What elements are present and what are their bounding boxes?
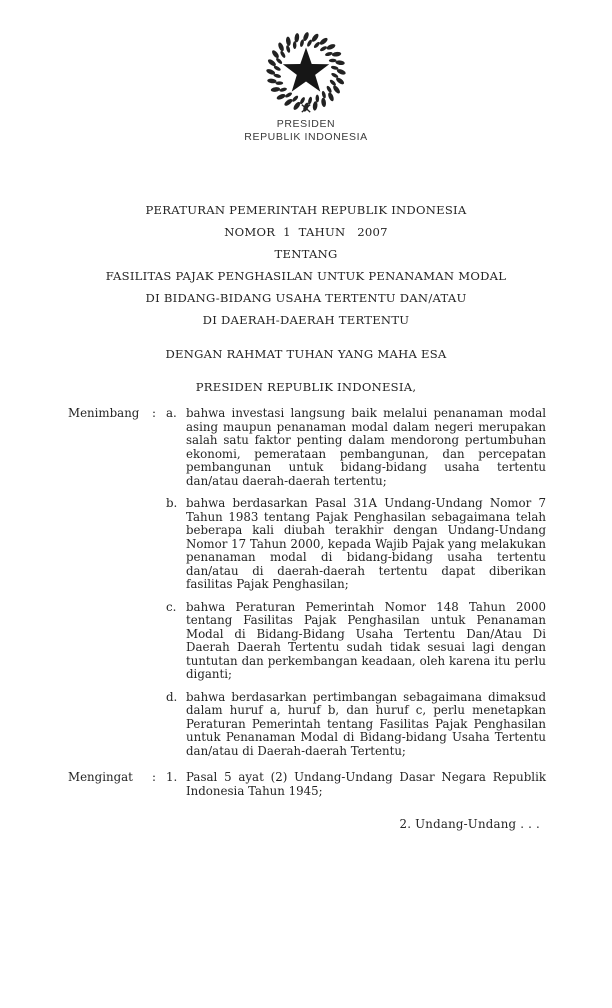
recalling-label: Mengingat [68,770,133,784]
item-text: bahwa berdasarkan Pasal 31A Undang-Undang Nomor 7 Tahun 1983 tentang Pajak Penghasilan sebagaimana telah beberapa kali diubah terakhir dengan Undang-Undang Nomor 17 Tahun 2000, kepada Wajib Pajak yang melakukan penanaman modal di bidang-bidang usaha tertentu dan/atau di daerah-daerah tertentu dapat diberikan fasilitas Pajak Penghasilan; [186,496,546,591]
document-header [0,28,612,144]
authority-line: PRESIDEN REPUBLIK INDONESIA, [195,380,417,394]
considering-section [68,407,546,758]
page-catchword: 2. Undang-Undang . . . [399,817,540,831]
item-text: bahwa berdasarkan pertimbangan sebagaimana dimaksud dalam huruf a, huruf b, dan huruf c, perlu menetapkan Peraturan Pemerintah tentang Fasilitas Pajak Penghasilan untuk Penanaman Modal di Bidang-bidang Usaha Tertentu dan/atau di Daerah-daerah Tertentu; [186,689,546,758]
considering-item-d [166,691,546,759]
item-text: Pasal 5 ayat (2) Undang-Undang Dasar Negara Republik Indonesia Tahun 1945; [186,770,546,798]
title-line-tentang: TENTANG [274,247,338,261]
title-line-regulation-type: PERATURAN PEMERINTAH REPUBLIK INDONESIA [145,203,467,217]
considering-colon: : [152,406,156,420]
item-text: bahwa investasi langsung baik melalui penanaman modal asing maupun penanaman modal dalam negeri merupakan salah satu faktor penting dalam mendorong pertumbuhan ekonomi, pemerataan pembangunan, dan percepatan pembangunan untuk bidang-bidang usaha tertentu dan/atau daerah-daerah tertentu; [186,406,546,488]
institution-name-line2: REPUBLIK INDONESIA [244,131,368,143]
considering-item-c [166,601,546,682]
item-marker: c. [166,599,177,614]
title-line-subject-3: DI DAERAH-DAERAH TERTENTU [202,313,410,327]
considering-label: Menimbang [68,406,140,420]
title-line-subject-1: FASILITAS PAJAK PENGHASILAN UNTUK PENANAMAN MODAL [105,269,507,283]
item-marker: a. [166,406,177,420]
item-marker: 1. [166,770,178,784]
institution-name-line1: PRESIDEN [276,118,336,130]
title-line-subject-2: DI BIDANG-BIDANG USAHA TERTENTU DAN/ATAU [145,291,467,305]
star-wreath-emblem-icon [264,28,348,114]
considering-items [166,407,546,758]
item-text: bahwa Peraturan Pemerintah Nomor 148 Tahun 2000 tentang Fasilitas Pajak Penghasilan untuk Penanaman Modal di Bidang-Bidang Usaha Tertentu Dan/Atau Di Daerah Daerah Tertentu sudah tidak sesuai lagi dengan tuntutan dan perkembangan keadaan, oleh karena itu perlu diganti; [186,599,546,681]
considering-item-a [166,407,546,488]
recalling-item-1 [166,771,546,798]
recalling-section [68,771,546,798]
considering-item-b [166,497,546,592]
title-line-number-year: NOMOR 1 TAHUN 2007 [224,225,388,239]
recalling-items [166,771,546,798]
invocation-line: DENGAN RAHMAT TUHAN YANG MAHA ESA [165,347,447,361]
regulation-title-block [0,199,612,331]
item-marker: d. [166,689,178,704]
recalling-colon: : [152,770,156,784]
item-marker: b. [166,496,178,510]
